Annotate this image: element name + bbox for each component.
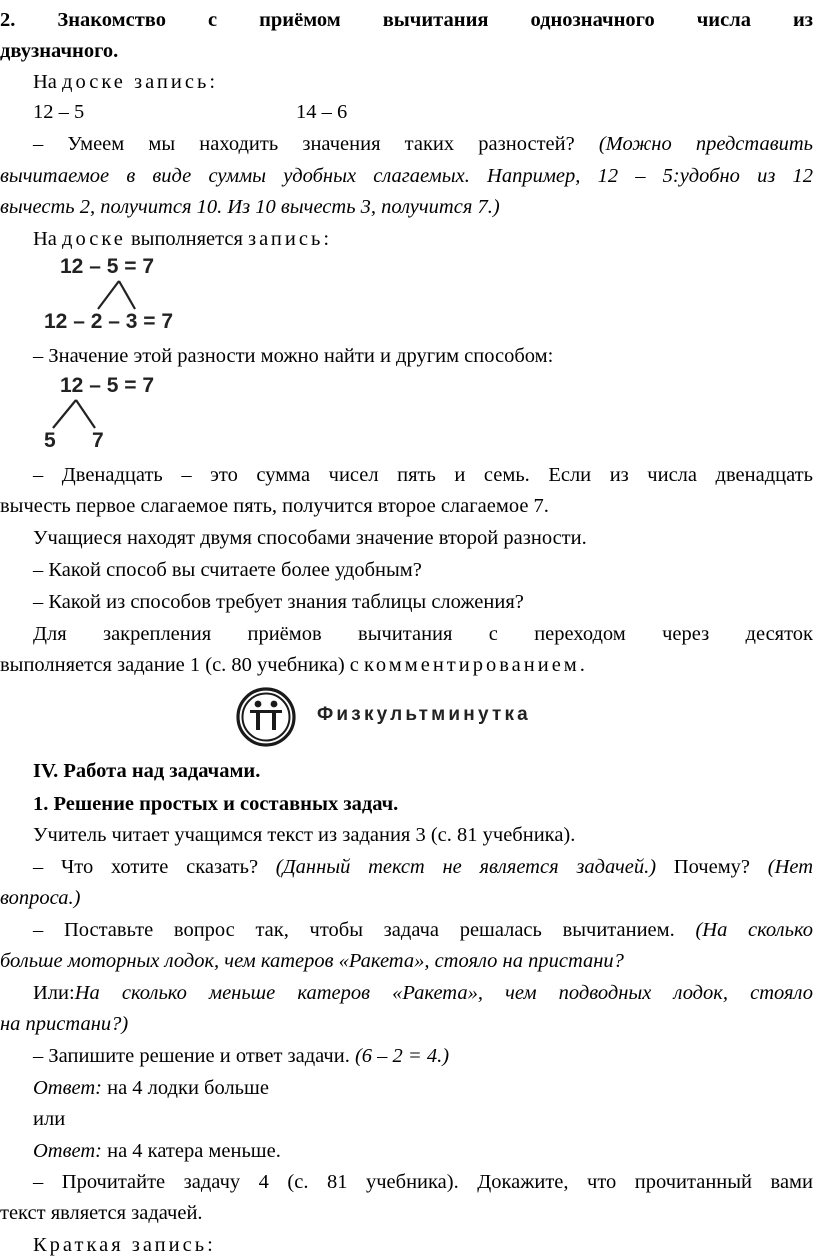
heading-word: числа [696, 9, 751, 31]
answer-label: Ответ: [33, 1077, 102, 1099]
section-heading-line2: двузначного. [0, 40, 119, 62]
question-line: – Что хотите сказать? (Данный текст не является задачей.) Почему? (Нет [33, 856, 814, 878]
diagram1-bottom-equation: 12 – 2 – 3 = 7 [44, 310, 174, 333]
heading-word: 2. [0, 9, 16, 31]
paragraph-line: выполняется задание 1 (с. 80 учебника) с комментированием. [0, 654, 585, 676]
italic-line: больше моторных лодок, чем катеров «Ракета», стояло на пристани? [0, 950, 624, 972]
heading-word: однозначного [530, 9, 655, 31]
question-line: – Умеем мы находить значения таких разностей? (Можно представить [33, 133, 813, 155]
paragraph-line: – Двенадцать – это сумма чисел пять и семь. Если из числа двенадцать [33, 464, 813, 486]
italic-line: вопроса.) [0, 887, 81, 909]
example-right: 14 – 6 [296, 101, 348, 123]
question-line: – Какой способ вы считаете более удобным? [33, 559, 422, 581]
answer-line: Ответ: на 4 катера меньше. [33, 1140, 281, 1162]
board-record-line: На доске выполняется запись: [33, 228, 330, 250]
heading-word: приёмом [259, 9, 341, 31]
diagram2-top-equation: 12 – 5 = 7 [60, 374, 154, 397]
spaced-text: запись [248, 228, 324, 250]
spaced-text: доске [62, 228, 126, 250]
two-people-icon [234, 686, 298, 748]
question-line: – Какой из способов требует знания таблицы сложения? [33, 591, 524, 613]
italic-line: вычесть 2, получится 10. Из 10 вычесть 3, получится 7.) [0, 196, 500, 218]
answer-label: Ответ: [33, 1140, 102, 1162]
question-line: – Значение этой разности можно найти и другим способом: [33, 345, 554, 367]
paragraph-line: вычесть первое слагаемое пять, получится второе слагаемое 7. [0, 495, 549, 517]
diagram2-leaf-left: 5 [44, 429, 56, 452]
question-line: – Запишите решение и ответ задачи. (6 – 2 = 4.) [33, 1045, 450, 1067]
paragraph-line: Для закрепления приёмов вычитания с переходом через десяток [33, 623, 813, 645]
heading-word: Знакомство [57, 9, 166, 31]
or-word: или [33, 1108, 66, 1130]
paragraph-line: текст является задачей. [0, 1202, 203, 1224]
italic-line: вычитаемое в виде суммы удобных слагаемых. Например, 12 – 5:удобно из 12 [0, 165, 813, 187]
paragraph-line: Учитель читает учащимся текст из задания 3 (с. 81 учебника). [33, 824, 576, 846]
diagram1-top-equation: 12 – 5 = 7 [60, 255, 154, 278]
short-record-label: Краткая запись: [33, 1234, 213, 1256]
spaced-text: Краткая запись [33, 1234, 208, 1256]
spaced-text: комментированием [364, 654, 580, 676]
answer-line: Ответ: на 4 лодки больше [33, 1077, 269, 1099]
question-line: – Прочитайте задачу 4 (с. 81 учебника). Докажите, что прочитанный вами [33, 1171, 813, 1193]
board-record-line: На доске запись: [33, 71, 216, 93]
spaced-text: доске запись [62, 71, 210, 93]
example-left: 12 – 5 [33, 101, 85, 123]
heading-word: вычитания [382, 9, 489, 31]
italic-line: на пристани?) [0, 1013, 129, 1035]
section-heading: IV. Работа над задачами. [33, 760, 261, 782]
heading-word: с [207, 9, 218, 31]
paragraph-line: Учащиеся находят двумя способами значение второй разности. [33, 527, 587, 549]
fizminutka-title: Физкультминутка [317, 704, 531, 725]
diagram2-leaf-right: 7 [92, 429, 104, 452]
question-line: – Поставьте вопрос так, чтобы задача решалась вычитанием. (На сколько [33, 919, 813, 941]
heading-word: из [792, 9, 814, 31]
subsection-heading: 1. Решение простых и составных задач. [33, 793, 399, 815]
question-line: Или:На сколько меньше катеров «Ракета», чем подводных лодок, стояло [33, 982, 813, 1004]
